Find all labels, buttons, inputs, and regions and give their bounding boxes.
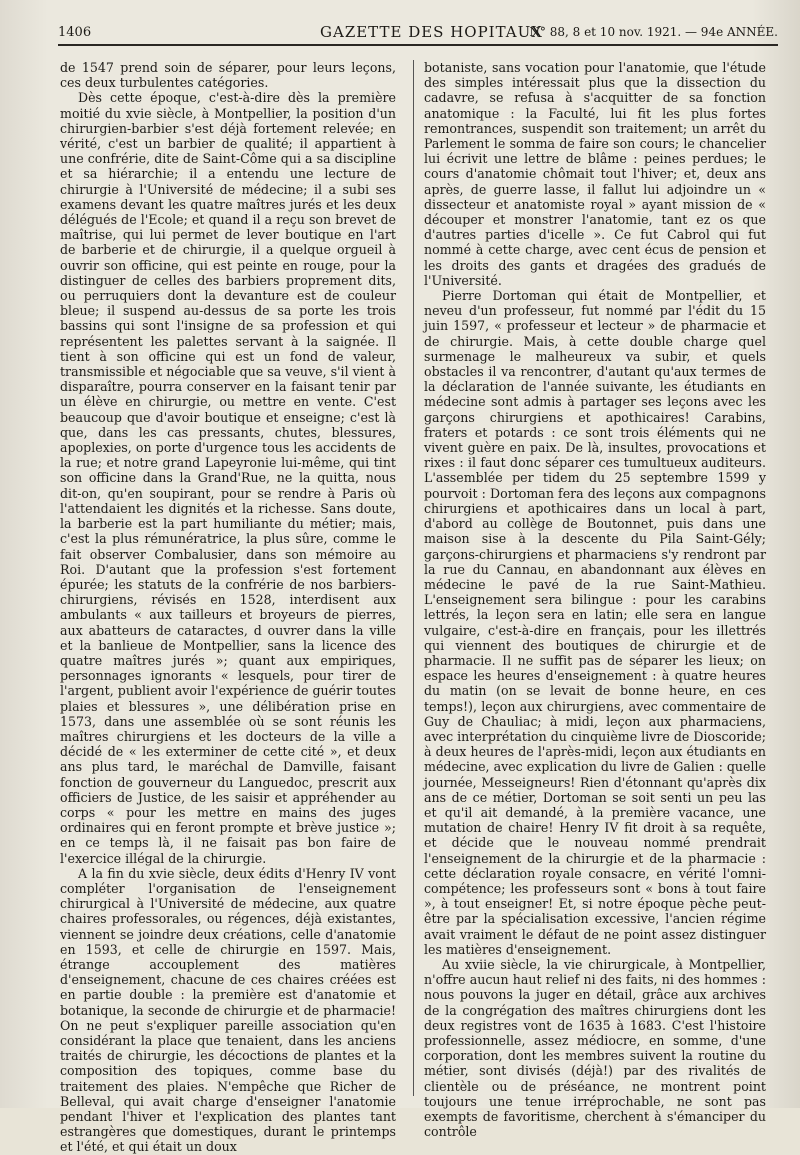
paragraph: Au xviie siècle, la vie chirurgicale, à Montpellier, n'offre aucun haut relief ni des faits, ni des hommes : nous pouvons la juger en détail, grâce aux archives de la congrégation des maîtres chirurgiens dont les deux registres vont de 1635 à 1683. C'est l'histoire professionnelle, assez médiocre, en somme, d'une corporation, dont les membres suivent la routine du métier, sont divisés (déjà!) par des rivalités de clientèle ou de préséance, ne montrent point toujours une tenue irréprochable, ne sont pas exempts de favoritisme, cherchent à s'émanciper du contrôle	[424, 956, 766, 1140]
paragraph: Pierre Dortoman qui était de Montpellier, et neveu d'un professeur, fut nommé par l'édit du 15 juin 1597, « professeur et lecteur » de pharmacie et de chirurgie. Mais, à cette double charge quel surmenage le malheureux va subir, et quels obstacles il va rencontrer, d'autant qu'aux termes de la déclaration de l'année suivante, les étudiants en médecine sont admis à partager ses leçons avec les garçons chirurgiens et apothicaires! Carabins, fraters et potards : ce sont trois éléments qui ne vivent guère en paix. De là, insultes, provocations et rixes : il faut donc séparer ces tumultueux auditeurs. L'assemblée per tidem du 25 septembre 1599 y pourvoit : Dortoman fera des leçons aux compagnons chirurgiens et apothicaires dans un local à part, d'abord au collège de Boutonnet, puis dans une maison sise à la descente du Pila Saint-Gély; garçons-chirurgiens et pharmaciens s'y rendront par la rue du Cannau, en abandonnant aux élèves en médecine le pavé de la rue Saint-Mathieu. L'enseignement sera bilingue : pour les carabins lettrés, la leçon sera en latin; elle sera en langue vulgaire, c'est-à-dire en français, pour les illettrés qui viennent des boutiques de chirurgie et de pharmacie. Il ne suffit pas de séparer les lieux; on espace les heures d'enseignement : à quatre heures du matin (on se levait de bonne heure, en ces temps!), leçon aux chirurgiens, avec commentaire de Guy de Chauliac; à midi, leçon aux pharmaciens, avec interprétation du cinquième livre de Dioscoride; à deux heures de l'après-midi, leçon aux étudiants en médecine, avec explication du livre de Galien : quelle journée, Messeigneurs! Rien d'étonnant qu'après dix ans de ce métier, Dortoman se soit senti un peu las et qu'il ait demandé, à la première vacance, une mutation de chaire! Henry IV fit droit à sa requête, et décide que le nouveau nommé prendrait l'enseignement de la chirurgie et de la pharmacie : cette déclaration royale consacre, en vérité l'omni-compétence; les professeurs sont « bons à tout faire », à tout enseigner! Et, si notre époque pèche peut-être par la spécialisation excessive, l'ancien régime avait vraiment le défaut de ne point assez distinguer les matières d'enseignement.	[424, 288, 766, 957]
paragraph: Dès cette époque, c'est-à-dire dès la première moitié du xvie siècle, à Montpellier, la position d'un chirurgien-barbier s'est déjà fortement relevée; en vérité, c'est un barbier de qualité; il appartient à une confrérie, dite de Saint-Côme qui a sa discipline et sa hiérarchie; il a entendu une lecture de chirurgie à l'Université de médecine; il a subi ses examens devant les quatre maîtres jurés et les deux délégués de l'Ecole; et quand il a reçu son brevet de maîtrise, qui lui permet de lever boutique en l'art de barberie et de chirurgie, il a quelque orgueil à ouvrir son officine, qui est peinte en rouge, pour la distinguer de celles des barbiers proprement dits, ou perruquiers dont la devanture est de couleur bleue; il suspend au-dessus de sa porte les trois bassins qui sont l'insigne de sa profession et qui représentent les palettes servant à la saignée. Il tient à son officine qui est un fond de valeur, transmissible et négociable que sa veuve, s'il vient à disparaître, pourra conserver en la faisant tenir par un élève en chirurgie, ou mettre en vente. C'est beaucoup que d'avoir boutique et enseigne; c'est là que, dans les cas pressants, chutes, blessures, apoplexies, on porte d'urgence tous les accidents de la rue; et notre grand Lapeyronie lui-même, qui tint son officine dans la Grand'Rue, ne la quitta, nous dit-on, qu'en soupirant, pour se rendre à Paris où l'attendaient les dignités et la richesse. Sans doute, la barberie est la part humiliante du métier; mais, c'est la plus rémunératrice, la plus sûre, comme le fait observer Combalusier, dans son mémoire au Roi. D'autant que la profession s'est fortement épurée; les statuts de la confrérie de nos barbiers-chirurgiens, révisés en 1528, interdisent aux ambulants « aux tailleurs et broyeurs de pierres, aux abatteurs de cataractes, d ouvrer dans la ville et la banlieue de Montpellier, sans la licence des quatre maîtres jurés »; quant aux empiriques, personnages ignorants « lesquels, pour tirer de l'argent, publient avoir l'expérience de guérir toutes plaies et blessures », une délibération prise en 1573, dans une assemblée où se sont réunis les maîtres chirurgiens et les docteurs de la ville a décidé de « les exterminer de cette cité », et deux ans plus tard, le maréchal de Damville, faisant fonction de gouverneur du Languedoc, prescrit aux officiers de Justice, de les saisir et appréhender au corps « pour les mettre en mains des juges ordinaires qui en feront prompte et brève justice »; en ce temps là, il ne faisait pas bon faire de l'exercice illégal de la chirurgie.	[60, 90, 396, 866]
journal-title: GAZETTE DES HOPITAUX	[320, 23, 543, 41]
column-divider	[413, 60, 414, 1096]
paragraph: botaniste, sans vocation pour l'anatomie, que l'étude des simples intéressait plus que la dissection du cadavre, se refusa à s'acquitter de sa fonction anatomique : la Faculté, lui fit les plus fortes remontrances, suspendit son traitement; un arrêt du Parlement le somma de faire son cours; le chancelier lui écrivit une lettre de blâme : peines perdues; le cours d'anatomie chômait tout l'hiver; et, deux ans après, de guerre lasse, il fallut lui adjoindre un « dissecteur et anatomiste royal » ayant mission de « découper et monstrer l'anatomie, tant ez os que d'autres parties d'icelle ». Ce fut Cabrol qui fut nommé à cette charge, avec cent écus de pension et les droits des gants et dragées des gradués de l'Université.	[424, 60, 766, 288]
page-number: 1406	[58, 25, 92, 40]
left-column	[60, 60, 396, 1155]
paragraph: A la fin du xvie siècle, deux édits d'Henry IV vont compléter l'organisation de l'enseignement chirurgical à l'Université de médecine, aux quatre chaires professorales, ou régences, déjà existantes, viennent se joindre deux créations, celle d'anatomie en 1593, et celle de chirurgie en 1597. Mais, étrange accouplement des matières d'enseignement, chacune de ces chaires créées est en partie double : la première est d'anatomie et botanique, la seconde de chirurgie et de pharmacie! On ne peut s'expliquer pareille association qu'en considérant la place que tenaient, dans les anciens traités de chirurgie, les décoctions de plantes et la composition des topiques, comme base du traitement des plaies. N'empêche que Richer de Belleval, qui avait charge d'enseigner l'anatomie pendant l'hiver et l'explication des plantes tant estrangères que domestiques, durant le printemps et l'été, et qui était un doux	[60, 865, 396, 1155]
page-header	[58, 22, 778, 46]
issue-info: N° 88, 8 et 10 nov. 1921. — 94e ANNÉE.	[529, 25, 778, 39]
right-column	[424, 60, 766, 1140]
paragraph: de 1547 prend soin de séparer, pour leurs leçons, ces deux turbulentes catégories.	[60, 60, 396, 91]
